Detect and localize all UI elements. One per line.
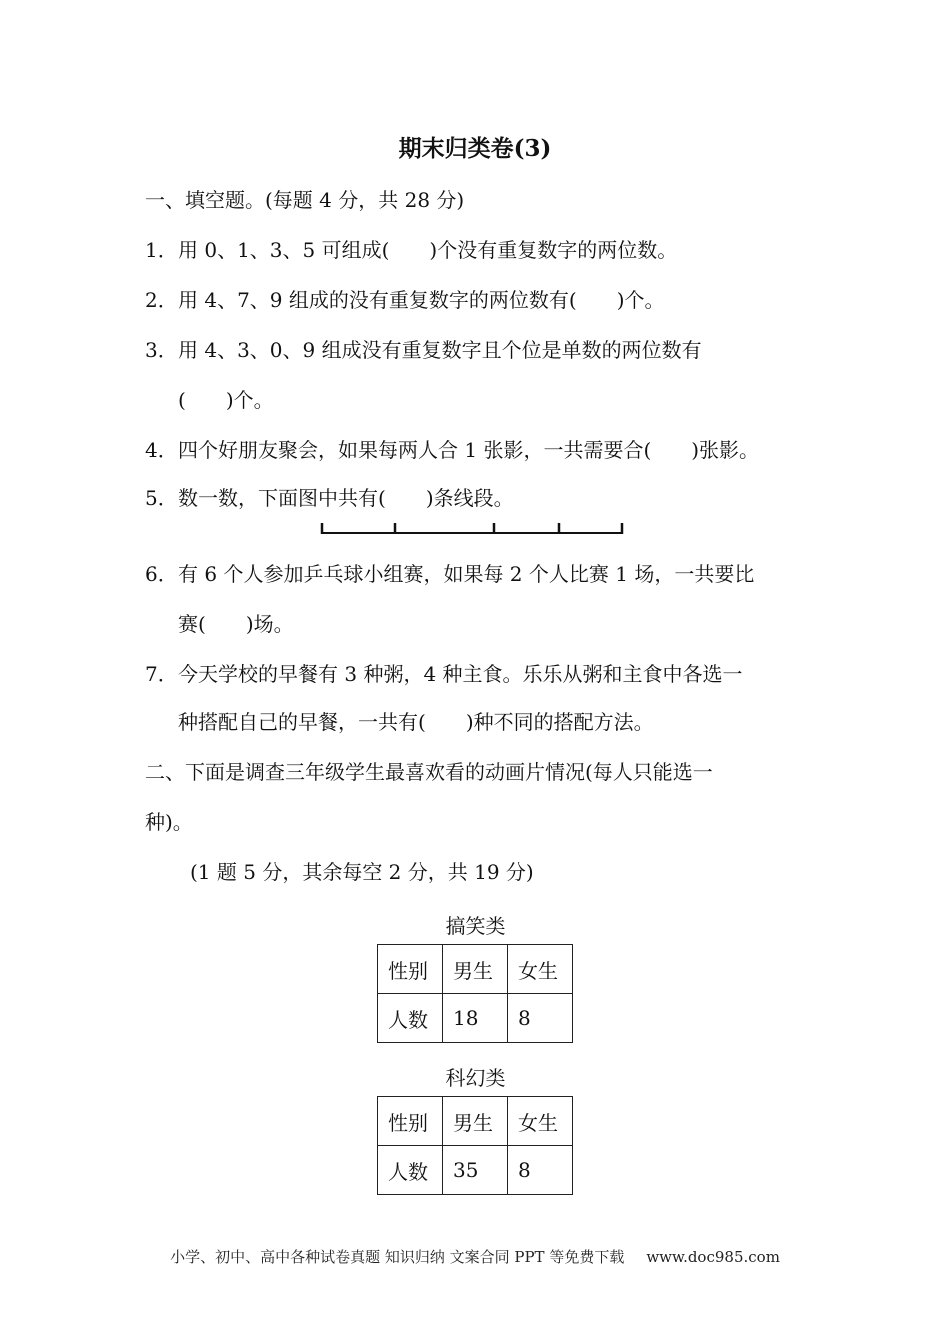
- question-number: 5．: [145, 486, 178, 510]
- question-text: 赛(: [178, 612, 206, 636]
- question-text: 今天学校的早餐有 3 种粥，4 种主食。乐乐从粥和主食中各选一: [178, 662, 743, 686]
- question-5: [145, 486, 514, 510]
- table-cell: 男生: [443, 945, 508, 994]
- question-text-end: )个没有重复数字的两位数。: [429, 238, 678, 262]
- question-1: [145, 238, 677, 262]
- question-4: [145, 438, 759, 462]
- question-text-end: )场。: [245, 612, 294, 636]
- question-number: 1．: [145, 238, 178, 262]
- footer-url-link[interactable]: www.doc985.com: [646, 1248, 780, 1266]
- question-number: 4．: [145, 438, 178, 462]
- table-title-comedy: 搞笑类: [445, 914, 506, 938]
- table-cell: 女生: [508, 1097, 573, 1146]
- question-text: 用 0、1、3、5 可组成(: [178, 238, 390, 262]
- question-number: 6．: [145, 562, 178, 586]
- section2-heading-cont: 种)。: [145, 810, 193, 834]
- survey-table-comedy: [377, 944, 573, 1043]
- table-cell: 人数: [378, 994, 443, 1043]
- table-title-scifi: 科幻类: [445, 1066, 506, 1090]
- table-cell: 35: [443, 1146, 508, 1195]
- question-text: 四个好朋友聚会，如果每两人合 1 张影，一共需要合(: [178, 438, 652, 462]
- question-3-cont: [178, 388, 274, 412]
- question-text-end: )个。: [616, 288, 665, 312]
- question-6: [145, 562, 754, 586]
- table-cell: 性别: [378, 945, 443, 994]
- section2-heading: 二、下面是调查三年级学生最喜欢看的动画片情况(每人只能选一: [145, 760, 713, 784]
- question-text: 有 6 个人参加乒乓球小组赛，如果每 2 个人比赛 1 场，一共要比: [178, 562, 755, 586]
- table-cell: 18: [443, 994, 508, 1043]
- question-text: (: [178, 388, 186, 412]
- table-cell: 性别: [378, 1097, 443, 1146]
- question-3: [145, 338, 702, 362]
- table-header-row: [378, 945, 573, 994]
- section1-heading: 一、填空题。(每题 4 分，共 28 分): [145, 188, 465, 212]
- page-title: 期末归类卷(3): [398, 135, 552, 162]
- question-text-end: )个。: [225, 388, 274, 412]
- table-row: [378, 1146, 573, 1195]
- question-text-end: )种不同的搭配方法。: [465, 710, 654, 734]
- question-number: 3．: [145, 338, 178, 362]
- question-text: 数一数，下面图中共有(: [178, 486, 386, 510]
- question-7: [145, 662, 743, 686]
- table-cell: 人数: [378, 1146, 443, 1195]
- question-text: 用 4、3、0、9 组成没有重复数字且个位是单数的两位数有: [178, 338, 702, 362]
- table-row: [378, 994, 573, 1043]
- question-number: 7．: [145, 662, 178, 686]
- table-cell: 8: [508, 994, 573, 1043]
- question-2: [145, 288, 665, 312]
- page-footer: [0, 1246, 950, 1267]
- table-cell: 女生: [508, 945, 573, 994]
- section2-score: (1 题 5 分，其余每空 2 分，共 19 分): [190, 860, 534, 884]
- table-header-row: [378, 1097, 573, 1146]
- table-cell: 8: [508, 1146, 573, 1195]
- survey-table-scifi: [377, 1096, 573, 1195]
- question-text-end: )条线段。: [425, 486, 514, 510]
- question-text: 用 4、7、9 组成的没有重复数字的两位数有(: [178, 288, 577, 312]
- question-7-cont: [178, 710, 654, 734]
- question-text: 种搭配自己的早餐，一共有(: [178, 710, 426, 734]
- question-text-end: )张影。: [691, 438, 760, 462]
- table-cell: 男生: [443, 1097, 508, 1146]
- footer-text: 小学、初中、高中各种试卷真题 知识归纳 文案合同 PPT 等免费下载: [170, 1248, 625, 1266]
- question-number: 2．: [145, 288, 178, 312]
- question-6-cont: [178, 612, 294, 636]
- line-segment-figure: [318, 518, 628, 538]
